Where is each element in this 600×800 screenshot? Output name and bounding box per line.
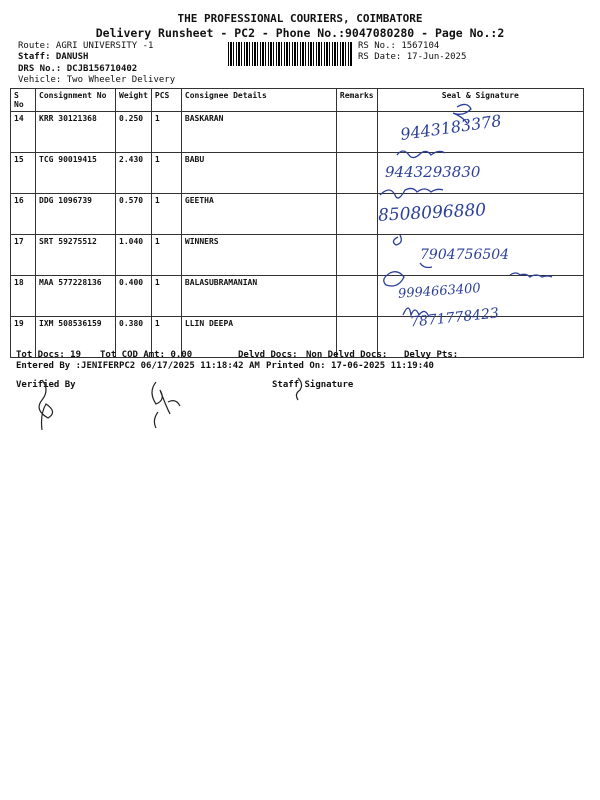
- cell-sno: 17: [11, 235, 36, 276]
- cell-consignee: BABU: [181, 153, 336, 194]
- col-consignee: Consignee Details: [181, 89, 336, 112]
- entered-by: Entered By :JENIFERPC2 06/17/2025 11:18:42 AM: [16, 361, 260, 371]
- drs-number: DRS No.: DCJB156710402: [18, 64, 138, 74]
- total-docs: Tot Docs: 19: [16, 350, 82, 360]
- cell-sno: 15: [11, 153, 36, 194]
- route-label: Route: AGRI UNIVERSITY -1: [18, 41, 154, 51]
- cell-weight: 0.250: [116, 112, 152, 153]
- cell-consignment: SRT 59275512: [36, 235, 116, 276]
- cell-remarks: [336, 194, 377, 235]
- handwritten-phone: 8508096880: [377, 200, 487, 226]
- col-signature: Seal & Signature: [377, 89, 583, 112]
- verified-by-label: Verified By: [16, 380, 76, 390]
- rs-date: RS Date: 17-Jun-2025: [358, 52, 467, 62]
- cell-consignment: DDG 1096739: [36, 194, 116, 235]
- col-sno: S No: [11, 89, 36, 112]
- cell-remarks: [336, 235, 377, 276]
- cell-weight: 0.400: [116, 276, 152, 317]
- cell-pcs: 1: [151, 194, 181, 235]
- total-cod-amount: Tot COD Amt: 0.00: [100, 350, 193, 360]
- cell-weight: 2.430: [116, 153, 152, 194]
- handwritten-phone: 9994663400: [397, 281, 482, 302]
- col-consignment: Consignment No: [36, 89, 116, 112]
- cell-consignee: GEETHA: [181, 194, 336, 235]
- handwritten-phone: 9443183378: [399, 111, 503, 144]
- cell-remarks: [336, 276, 377, 317]
- cell-sno: 14: [11, 112, 36, 153]
- delivered-docs: Delvd Docs:: [238, 350, 298, 360]
- cell-consignment: KRR 30121368: [36, 112, 116, 153]
- vehicle-label: Vehicle: Two Wheeler Delivery: [18, 75, 176, 85]
- cell-weight: 0.570: [116, 194, 152, 235]
- cell-pcs: 1: [151, 112, 181, 153]
- cell-remarks: [336, 153, 377, 194]
- cell-sno: 18: [11, 276, 36, 317]
- rs-number: RS No.: 1567104: [358, 41, 440, 51]
- staff-signature-label: Staff Signature: [272, 380, 354, 390]
- delivery-points: Delvy Pts:: [404, 350, 459, 360]
- cell-remarks: [336, 112, 377, 153]
- handwritten-phone: 7871778423: [409, 305, 500, 331]
- barcode: [228, 42, 353, 66]
- runsheet-title: Delivery Runsheet - PC2 - Phone No.:9047080280 - Page No.:2: [95, 26, 505, 40]
- cell-weight: 0.380: [116, 317, 152, 358]
- col-weight: Weight: [116, 89, 152, 112]
- non-delivered-docs: Non Delvd Docs:: [306, 350, 388, 360]
- cell-consignment: IXM 508536159: [36, 317, 116, 358]
- cell-pcs: 1: [151, 235, 181, 276]
- printed-on: Printed On: 17-06-2025 11:19:40: [266, 361, 434, 371]
- cell-sno: 19: [11, 317, 36, 358]
- handwritten-phone: 7904756504: [420, 247, 510, 263]
- col-remarks: Remarks: [336, 89, 377, 112]
- cell-consignee: LLIN DEEPA: [181, 317, 336, 358]
- cell-pcs: 1: [151, 317, 181, 358]
- cell-consignee: BASKARAN: [181, 112, 336, 153]
- col-pcs: PCS: [151, 89, 181, 112]
- company-title: THE PROFESSIONAL COURIERS, COIMBATORE: [177, 12, 423, 25]
- cell-consignment: MAA 577228136: [36, 276, 116, 317]
- cell-consignment: TCG 90019415: [36, 153, 116, 194]
- cell-pcs: 1: [151, 276, 181, 317]
- cell-consignee: WINNERS: [181, 235, 336, 276]
- cell-weight: 1.040: [116, 235, 152, 276]
- handwritten-phone: 9443293830: [385, 163, 481, 181]
- staff-label: Staff: DANUSH: [18, 52, 89, 62]
- cell-consignee: BALASUBRAMANIAN: [181, 276, 336, 317]
- cell-sno: 16: [11, 194, 36, 235]
- cell-pcs: 1: [151, 153, 181, 194]
- signature-scribbles: [375, 95, 585, 335]
- footer-signatures: [28, 372, 368, 434]
